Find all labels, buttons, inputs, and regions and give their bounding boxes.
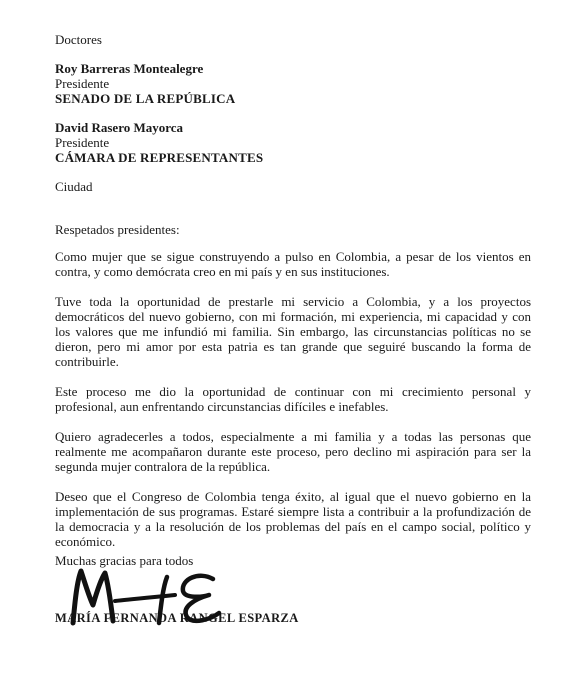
recipient1-role: Presidente xyxy=(55,76,110,91)
greeting: Respetados presidentes: xyxy=(55,222,180,237)
recipient2-name: David Rasero Mayorca xyxy=(55,120,184,135)
city: Ciudad xyxy=(55,179,93,194)
paragraph-5: Deseo que el Congreso de Colombia tenga éxito, al igual que el nuevo gobierno en la implementación de sus programas. Estaré siempre lista a contribuir a la profundización de la democracia y a la resolución de los problemas del país en el campo social, político y económico. xyxy=(55,489,531,549)
signer-name: MARÍA FERNANDA RANGEL ESPARZA xyxy=(55,611,299,625)
paragraph-4: Quiero agradecerles a todos, especialmente a mi familia y a todas las personas que realmente me acompañaron durante este proceso, pero declino mi aspiración para ser la segunda mujer contralora de la república. xyxy=(55,429,531,474)
recipient1-institution: SENADO DE LA REPÚBLICA xyxy=(55,91,236,106)
recipient2-role: Presidente xyxy=(55,135,110,150)
paragraph-3: Este proceso me dio la oportunidad de continuar con mi crecimiento personal y profesional, aun enfrentando circunstancias difíciles e inefables. xyxy=(55,384,531,414)
closing-line: Muchas gracias para todos xyxy=(55,553,194,568)
signature-scribble-icon xyxy=(63,561,238,631)
signature xyxy=(55,555,475,635)
paragraph-1: Como mujer que se sigue construyendo a pulso en Colombia, a pesar de los vientos en contra, y como demócrata creo en mi país y en sus instituciones. xyxy=(55,249,531,279)
recipient1-name: Roy Barreras Montealegre xyxy=(55,61,204,76)
paragraph-2: Tuve toda la oportunidad de prestarle mi servicio a Colombia, y a los proyectos democráticos del nuevo gobierno, con mi formación, mi experiencia, mi capacidad y con los valores que me infundió mi familia. Sin embargo, las circunstancias políticas no se dieron, pero mi amor por esta patria es tan grande que seguiré buscando la forma de contribuirle. xyxy=(55,294,531,369)
recipient2-institution: CÁMARA DE REPRESENTANTES xyxy=(55,150,264,165)
letter-body xyxy=(55,32,531,549)
salutation-header: Doctores xyxy=(55,32,102,47)
